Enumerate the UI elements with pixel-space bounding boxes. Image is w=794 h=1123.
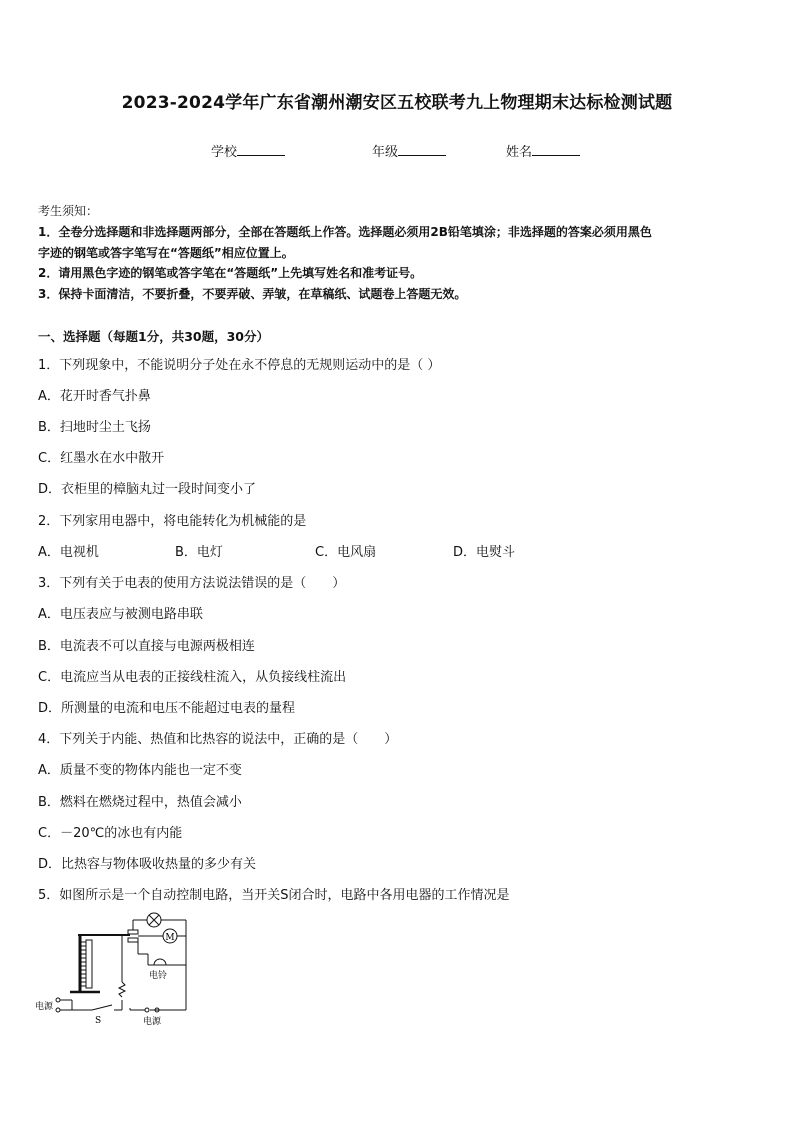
q1-option-c: C．红墨水在水中散开 <box>38 451 165 466</box>
motor-label: M <box>165 933 175 943</box>
school-blank[interactable] <box>237 143 285 156</box>
notice-item-3: 3．保持卡面清洁，不要折叠，不要弄破、弄皱，在草稿纸、试题卷上答题无效。 <box>38 287 467 301</box>
section-heading: 一、选择题（每题1分，共30题，30分） <box>38 329 269 344</box>
q2-option-a: A．电视机 <box>38 545 99 560</box>
notice-item-1-line-2: 字迹的钢笔或答字笔写在“答题纸”相应位置上。 <box>38 246 294 260</box>
q2-option-d: D．电熨斗 <box>453 545 516 560</box>
left-source-terminal <box>56 998 60 1002</box>
q4-option-a: A．质量不变的物体内能也一定不变 <box>38 763 242 778</box>
page-title: 2023-2024学年广东省潮州潮安区五校联考九上物理期末达标检测试题 <box>121 93 673 113</box>
q3-option-c: C．电流应当从电表的正接线柱流入，从负接线柱流出 <box>38 670 347 685</box>
q1-stem: 1．下列现象中，不能说明分子处在永不停息的无规则运动中的是（ ） <box>38 358 441 373</box>
q3-option-d: D．所测量的电流和电压不能超过电表的量程 <box>38 701 296 716</box>
q3-stem: 3．下列有关于电表的使用方法说法错误的是（ ） <box>38 576 346 591</box>
switch-label: S <box>95 1016 102 1026</box>
q3-option-a: A．电压表应与被测电路串联 <box>38 607 203 622</box>
q4-option-d: D．比热容与物体吸收热量的多少有关 <box>38 857 257 872</box>
right-source-label: 电源 <box>143 1017 162 1027</box>
right-source-terminal <box>145 1008 149 1012</box>
school-field <box>211 141 285 160</box>
q3-option-b: B．电流表不可以直接与电源两极相连 <box>38 639 255 654</box>
left-source-terminal <box>56 1008 60 1012</box>
q4-option-b: B．燃料在燃烧过程中，热值会减小 <box>38 795 242 810</box>
q4-stem: 4．下列关于内能、热值和比热容的说法中，正确的是（ ） <box>38 732 398 747</box>
q2-stem: 2．下列家用电器中，将电能转化为机械能的是 <box>38 514 307 529</box>
q1-option-a: A．花开时香气扑鼻 <box>38 389 151 404</box>
switch-icon[interactable] <box>92 1005 112 1010</box>
notice-item-1-line-1: 1．全卷分选择题和非选择题两部分，全部在答题纸上作答。选择题必须用2B铅笔填涂；非选择题的答案必须用黑色 <box>38 225 652 239</box>
q1-option-d: D．衣柜里的樟脑丸过一段时间变小了 <box>38 482 257 497</box>
q1-option-b: B．扫地时尘土飞扬 <box>38 420 151 435</box>
coil-icon <box>80 940 92 988</box>
q4-option-c: C．－20℃的冰也有内能 <box>38 826 183 841</box>
upper-contact <box>128 930 138 934</box>
notice-heading: 考生须知： <box>38 204 99 218</box>
bell-label: 电铃 <box>149 971 168 981</box>
school-label: 学校 <box>211 145 238 160</box>
left-source-label: 电源 <box>35 1002 54 1012</box>
bell-icon <box>154 959 166 965</box>
q5-stem: 5．如图所示是一个自动控制电路，当开关S闭合时，电路中各用电器的工作情况是 <box>38 888 510 903</box>
name-label: 姓名 <box>506 145 533 160</box>
q2-option-c: C．电风扇 <box>315 545 377 560</box>
lower-contact <box>128 938 138 942</box>
grade-blank[interactable] <box>398 143 446 156</box>
name-blank[interactable] <box>532 143 580 156</box>
spring-icon <box>119 982 125 997</box>
notice-item-2: 2．请用黑色字迹的钢笔或答字笔在“答题纸”上先填写姓名和准考证号。 <box>38 266 423 280</box>
grade-label: 年级 <box>372 145 399 160</box>
grade-field <box>372 141 446 160</box>
name-field <box>506 141 580 160</box>
circuit-figure <box>30 910 200 1030</box>
q2-option-b: B．电灯 <box>175 545 223 560</box>
